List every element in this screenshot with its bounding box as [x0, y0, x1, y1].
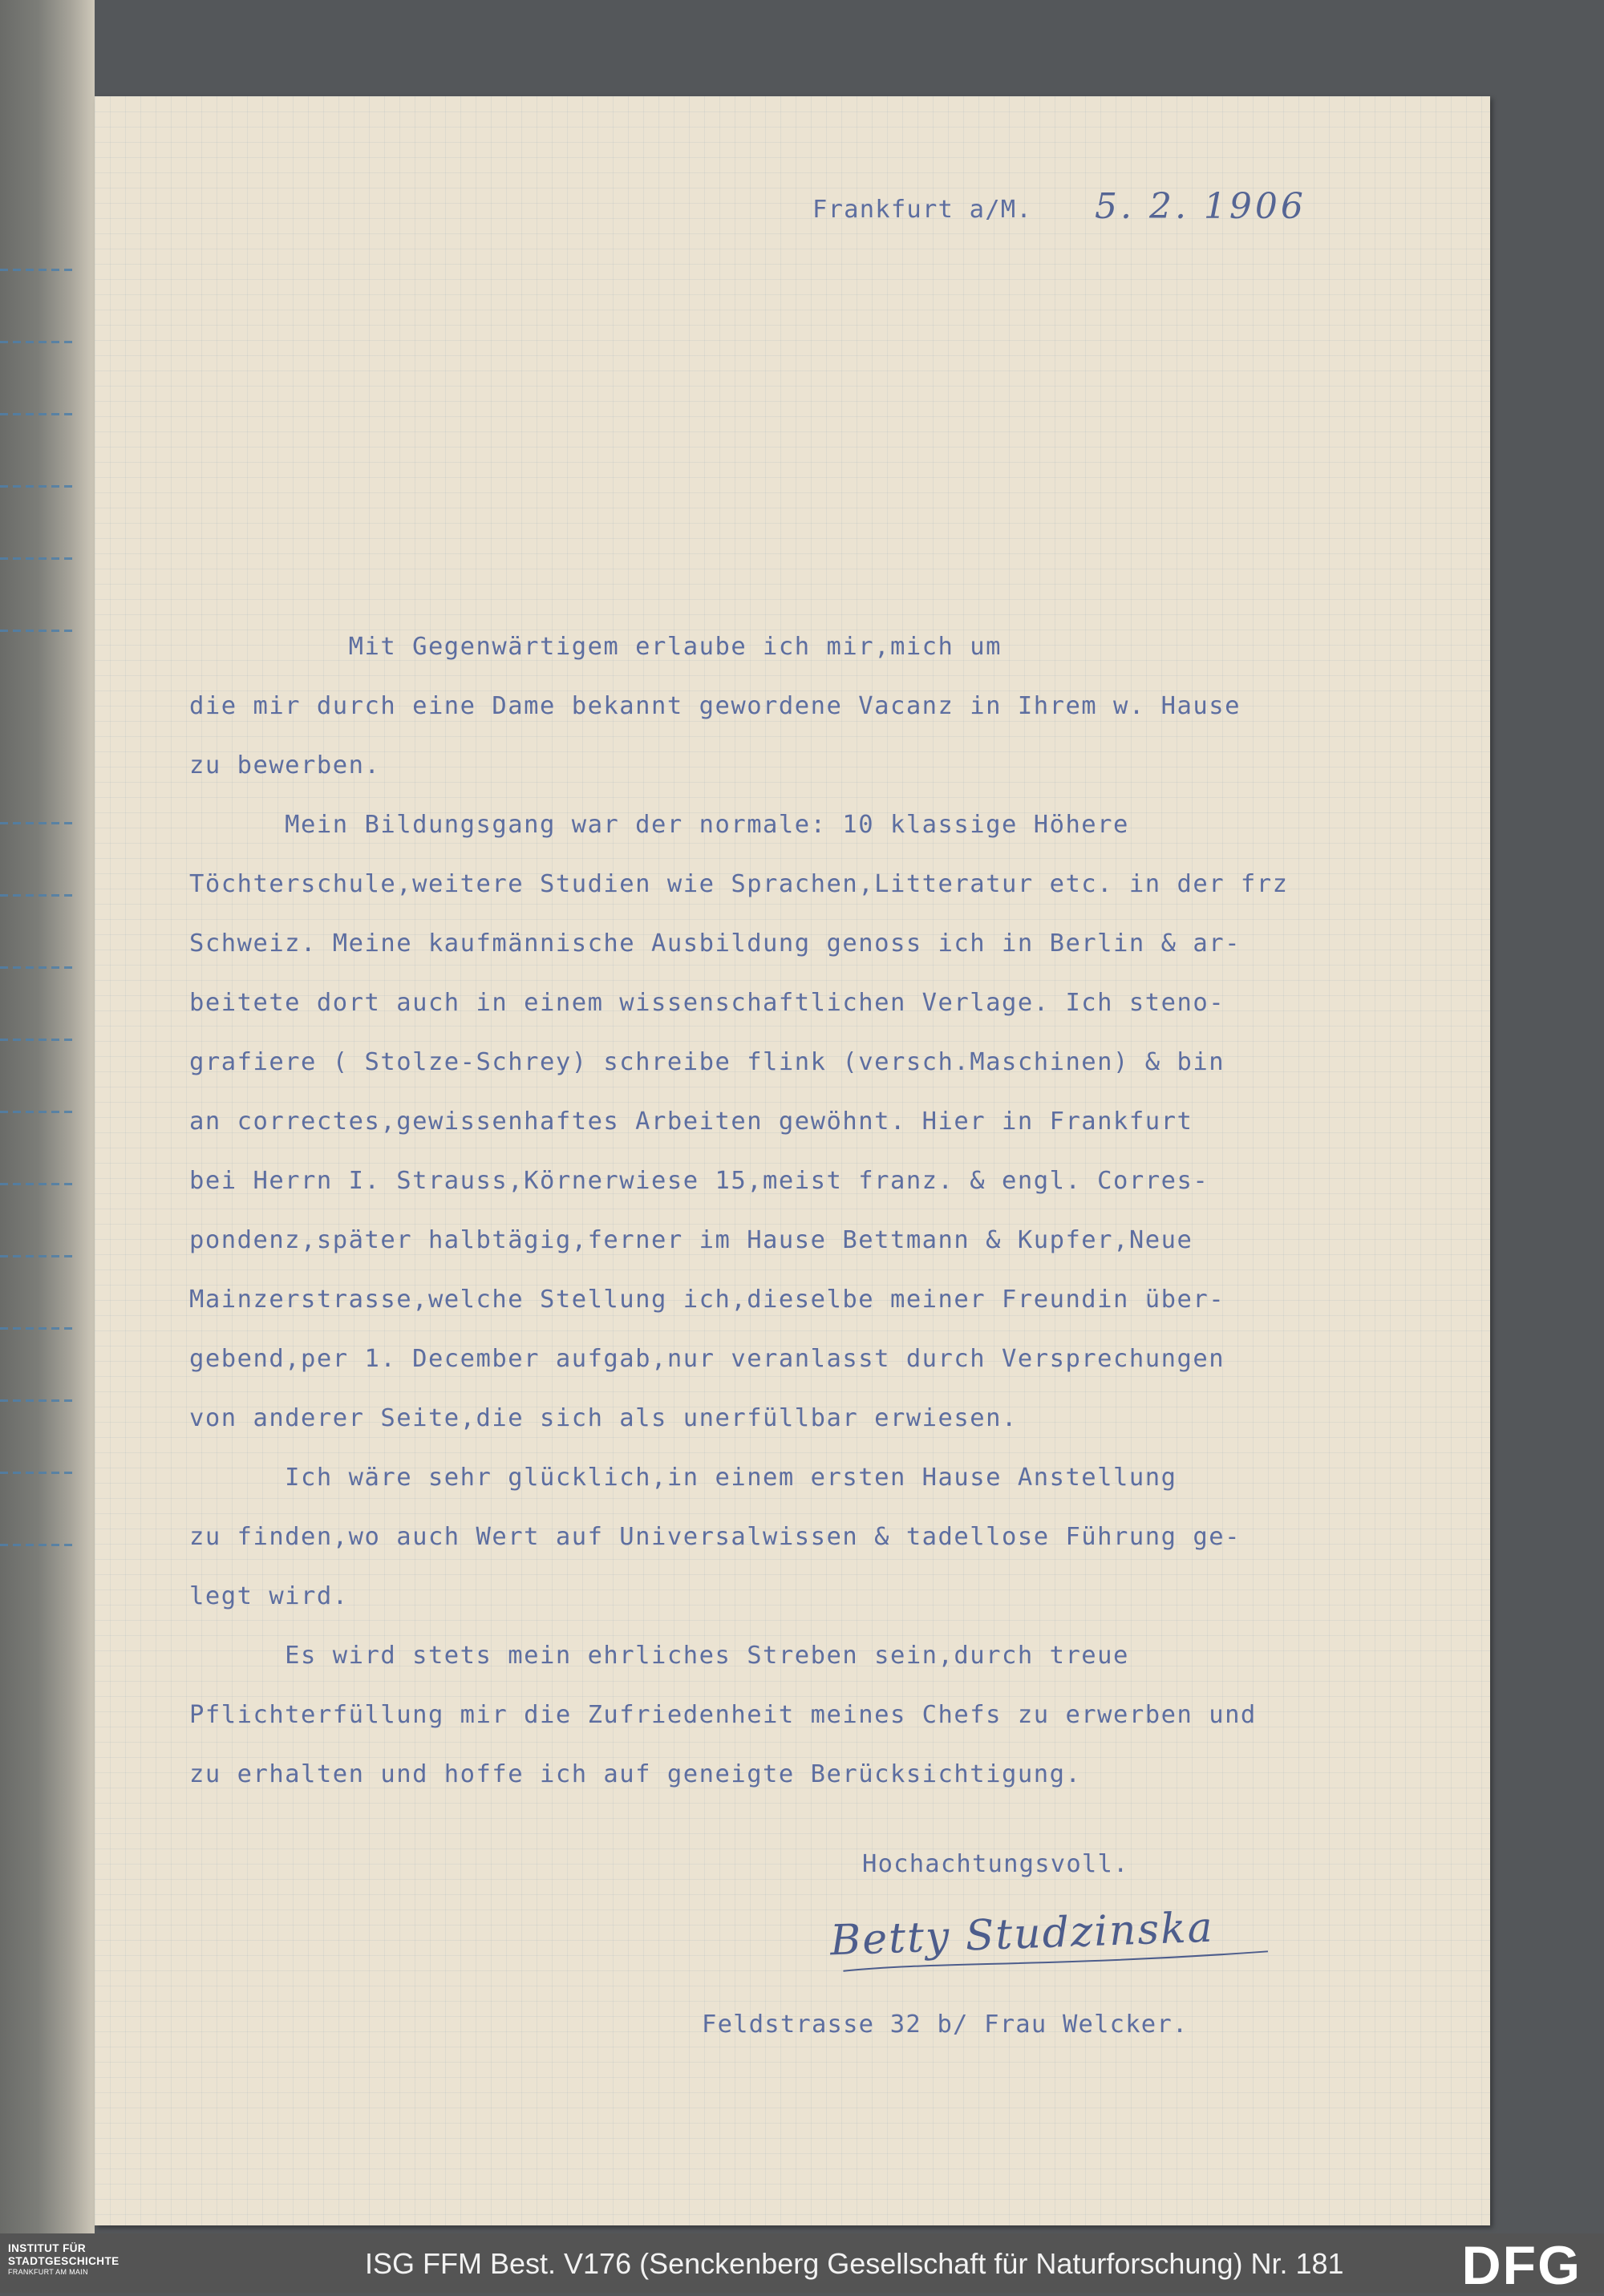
body-line: Mit Gegenwärtigem erlaube ich mir,mich um: [189, 633, 1002, 661]
body-line: Töchterschule,weitere Studien wie Sprachen,Litteratur etc. in der frz: [189, 870, 1289, 898]
folder-stitch: [0, 485, 72, 488]
handwritten-date: 5. 2. 1906: [1095, 186, 1306, 227]
body-line: Es wird stets mein ehrliches Streben sein,durch treue: [189, 1642, 1129, 1670]
folder-stitch: [0, 630, 72, 632]
folder-stitch: [0, 966, 72, 969]
folder-stitch: [0, 1039, 72, 1041]
signature-text: Betty Studzinska: [829, 1903, 1215, 1966]
folder-stitch: [0, 894, 72, 897]
archive-caption: ISG FFM Best. V176 (Senckenberg Gesellschaft für Naturforschung) Nr. 181: [365, 2247, 1344, 2280]
body-line: zu erhalten und hoffe ich auf geneigte Berücksichtigung.: [189, 1760, 1082, 1788]
body-line: Schweiz. Meine kaufmännische Ausbildung genoss ich in Berlin & ar-: [189, 929, 1241, 958]
folder-stitch: [0, 341, 72, 343]
body-line: Mainzerstrasse,welche Stellung ich,dieselbe meiner Freundin über-: [189, 1286, 1225, 1314]
place-line: Frankfurt a/M.: [812, 196, 1032, 224]
folder-stitch: [0, 557, 72, 560]
logo-line: INSTITUT FÜR: [8, 2242, 87, 2254]
signature: [829, 1904, 1215, 1966]
folder-stitch: [0, 1183, 72, 1185]
sender-address: Feldstrasse 32 b/ Frau Welcker.: [702, 2011, 1189, 2039]
body-line: beitete dort auch in einem wissenschaftlichen Verlage. Ich steno-: [189, 989, 1225, 1017]
body-line: legt wird.: [189, 1582, 349, 1610]
folder-stitch: [0, 1472, 72, 1474]
closing-line: Hochachtungsvoll.: [862, 1850, 1129, 1878]
body-line: pondenz,später halbtägig,ferner im Hause Bettmann & Kupfer,Neue: [189, 1226, 1193, 1254]
body-line: Pflichterfüllung mir die Zufriedenheit meines Chefs zu erwerben und: [189, 1701, 1257, 1729]
folder-stitch: [0, 1544, 72, 1546]
isg-logo: [8, 2243, 128, 2286]
letter-paper: [95, 96, 1490, 2225]
body-line: Ich wäre sehr glücklich,in einem ersten Hause Anstellung: [189, 1464, 1177, 1492]
logo-line: FRANKFURT AM MAIN: [8, 2268, 88, 2276]
body-line: zu bewerben.: [189, 751, 381, 780]
folder-stitch: [0, 269, 72, 271]
folder-stitch: [0, 1327, 72, 1330]
folder-stitch: [0, 822, 72, 824]
body-line: Mein Bildungsgang war der normale: 10 klassige Höhere: [189, 811, 1129, 839]
body-line: an correctes,gewissenhaftes Arbeiten gewöhnt. Hier in Frankfurt: [189, 1108, 1193, 1136]
body-line: bei Herrn I. Strauss,Körnerwiese 15,meist franz. & engl. Corres-: [189, 1167, 1209, 1195]
logo-line: STADTGESCHICHTE: [8, 2254, 119, 2267]
body-line: zu finden,wo auch Wert auf Universalwissen & tadellose Führung ge-: [189, 1523, 1241, 1551]
folder-stitch: [0, 1111, 72, 1113]
body-line: gebend,per 1. December aufgab,nur veranlasst durch Versprechungen: [189, 1345, 1225, 1373]
body-line: grafiere ( Stolze-Schrey) schreibe flink (versch.Maschinen) & bin: [189, 1048, 1225, 1076]
folder-stitch: [0, 1399, 72, 1402]
footer-bar: [0, 2233, 1604, 2296]
body-line: die mir durch eine Dame bekannt gewordene Vacanz in Ihrem w. Hause: [189, 692, 1241, 720]
dfg-logo: DFG: [1461, 2235, 1582, 2296]
folder-stitch: [0, 1255, 72, 1257]
folder-stitch: [0, 413, 72, 415]
body-line: von anderer Seite,die sich als unerfüllbar erwiesen.: [189, 1404, 1018, 1432]
folder-edge: [0, 0, 95, 2233]
